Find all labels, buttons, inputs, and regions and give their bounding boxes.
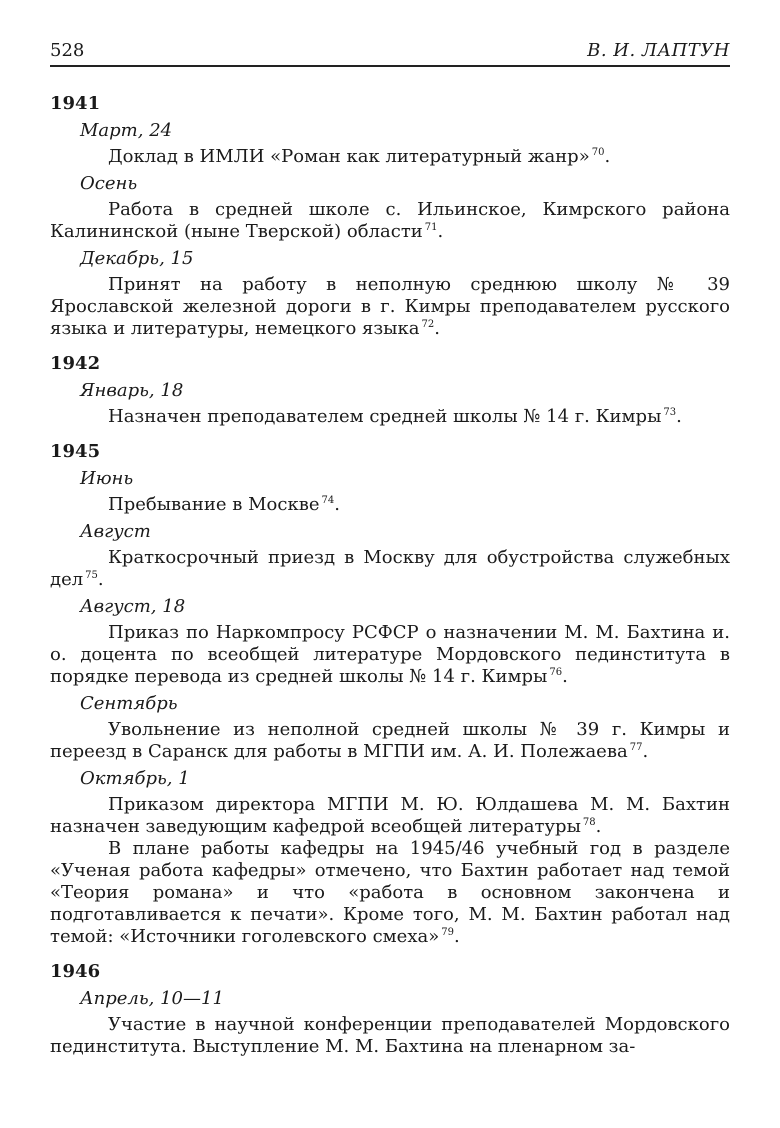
paragraph-end-punctuation: . xyxy=(642,741,649,762)
year-block xyxy=(50,353,730,428)
footnote-ref[interactable]: 77 xyxy=(629,742,643,753)
footnote-ref[interactable]: 73 xyxy=(663,407,677,418)
entry-date: Декабрь, 15 xyxy=(80,248,194,269)
footnote-ref[interactable]: 75 xyxy=(85,570,98,581)
page-number: 528 xyxy=(50,40,85,61)
footnote-ref[interactable]: 70 xyxy=(591,147,605,158)
paragraph-end-punctuation: . xyxy=(595,816,602,837)
entry-paragraph xyxy=(50,547,730,591)
entry-paragraph xyxy=(50,274,730,340)
year-heading: 1946 xyxy=(50,961,101,982)
paragraph-end-punctuation: . xyxy=(562,666,568,687)
entry-date: Март, 24 xyxy=(80,120,173,141)
footnote-ref[interactable]: 74 xyxy=(321,495,335,506)
entry-date: Январь, 18 xyxy=(80,380,184,401)
paragraph-text: В плане работы кафедры на 1945/46 учебный год в разделе «Ученая работа кафедры» отмечено, что Бахтин работает над темой «Теория романа» и что «работа в основном закончена и подготавливается к печати». Кроме того, М. М. Бахтин работал над темой: «Источники гоголевского смеха» xyxy=(50,838,730,947)
year-block xyxy=(50,961,730,1058)
chronicle-entries xyxy=(50,93,730,1058)
paragraph-text: Приказом директора МГПИ М. Ю. Юлдашева М. М. Бахтин назначен заведующим кафедрой всеобщей литературы xyxy=(50,794,730,837)
paragraph-end-punctuation: . xyxy=(676,406,682,427)
paragraph-end-punctuation: . xyxy=(453,926,460,947)
paragraph-end-punctuation: . xyxy=(97,569,104,590)
paragraph-end-punctuation: . xyxy=(604,146,611,167)
running-head xyxy=(50,40,730,67)
entry-paragraph xyxy=(50,199,730,243)
paragraph-end-punctuation: . xyxy=(434,318,440,339)
footnote-ref[interactable]: 76 xyxy=(549,667,563,678)
paragraph-text: Краткосрочный приезд в Москву для обустройства служебных дел xyxy=(50,547,730,590)
paragraph-text: Назначен преподавателем средней школы № 14 г. Кимры xyxy=(108,406,662,427)
running-head-author: В. И. ЛАПТУН xyxy=(587,40,730,61)
entry-date: Август xyxy=(80,521,151,542)
year-heading: 1945 xyxy=(50,441,101,462)
entry-paragraph xyxy=(50,794,730,838)
paragraph-end-punctuation: . xyxy=(334,494,340,515)
year-block xyxy=(50,441,730,948)
paragraph-text: Приказ по Наркомпросу РСФСР о назначении М. М. Бахтина и. о. доцента по всеобщей литературе Мордовского пединститута в порядке перевода из средней школы № 14 г. Кимры xyxy=(50,622,730,687)
footnote-ref[interactable]: 71 xyxy=(424,222,438,233)
year-heading: 1941 xyxy=(50,93,101,114)
footnote-ref[interactable]: 78 xyxy=(582,817,596,828)
entry-paragraph xyxy=(50,406,730,428)
paragraph-text: Работа в средней школе с. Ильинское, Кимрского района Калининской (ныне Тверской) области xyxy=(50,199,730,242)
paragraph-text: Пребывание в Москве xyxy=(108,494,320,515)
paragraph-end-punctuation: . xyxy=(437,221,444,242)
entry-date: Апрель, 10—11 xyxy=(80,988,224,1009)
paragraph-text: Участие в научной конференции преподавателей Мордовского пединститута. Выступление М. М. Бахтина на пленарном за- xyxy=(50,1014,730,1057)
entry-date: Осень xyxy=(80,173,138,194)
paragraph-text: Увольнение из неполной средней школы № 39 г. Кимры и переезд в Саранск для работы в МГПИ им. А. И. Полежаева xyxy=(50,719,730,762)
year-block xyxy=(50,93,730,340)
entry-date: Сентябрь xyxy=(80,693,178,714)
entry-date: Август, 18 xyxy=(80,596,186,617)
entry-paragraph xyxy=(50,494,730,516)
entry-date: Октябрь, 1 xyxy=(80,768,190,789)
entry-date: Июнь xyxy=(80,468,134,489)
footnote-ref[interactable]: 72 xyxy=(421,319,435,330)
entry-paragraph xyxy=(50,1014,730,1058)
entry-paragraph xyxy=(50,719,730,763)
paragraph-text: Принят на работу в неполную среднюю школу № 39 Ярославской железной дороги в г. Кимры преподавателем русского языка и литературы, немецкого языка xyxy=(50,274,730,339)
year-heading: 1942 xyxy=(50,353,101,374)
entry-paragraph xyxy=(50,622,730,688)
paragraph-text: Доклад в ИМЛИ «Роман как литературный жанр» xyxy=(108,146,590,167)
footnote-ref[interactable]: 79 xyxy=(441,927,454,938)
entry-paragraph xyxy=(50,146,730,168)
entry-paragraph xyxy=(50,838,730,948)
book-page xyxy=(50,40,730,1071)
